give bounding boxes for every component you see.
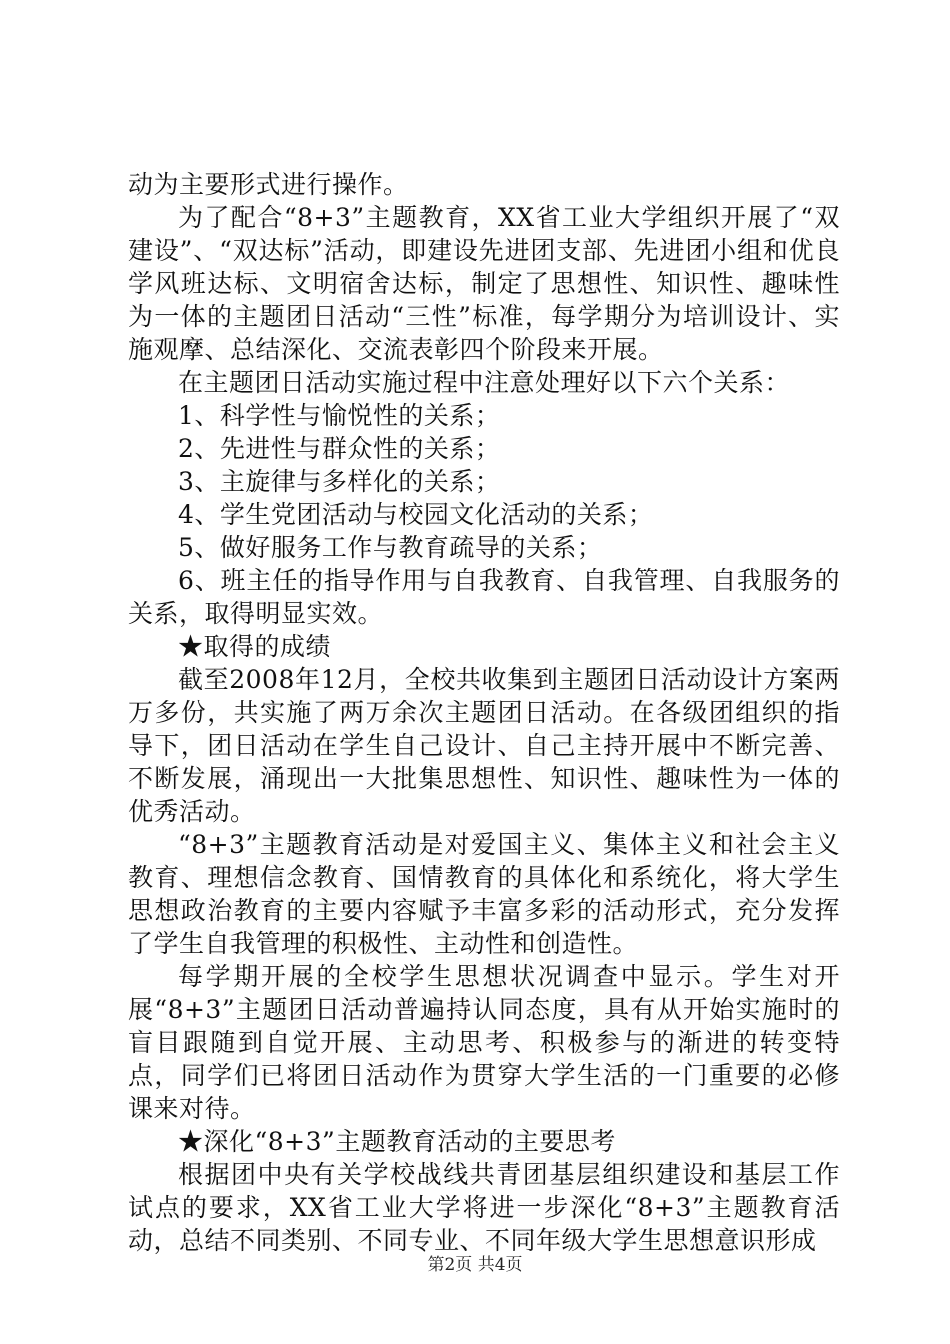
document-body — [128, 168, 840, 1257]
paragraph-dual-construction: 为了配合“8+3”主题教育，XX省工业大学组织开展了“双建设”、“双达标”活动，即建设先进团支部、先进团小组和优良学风班达标、文明宿舍达标，制定了思想性、知识性、趣味性为一体的主题团日活动“三性”标准，每学期分为培训设计、实施观摩、总结深化、交流表彰四个阶段来开展。 — [128, 203, 840, 364]
page-number-footer: 第2页 共4页 — [427, 1255, 523, 1275]
paragraph-reflections: 根据团中央有关学校战线共青团基层组织建设和基层工作试点的要求，XX省工业大学将进一步深化“8+3”主题教育活动，总结不同类别、不同专业、不同年级大学生思想意识形成 — [128, 1160, 840, 1255]
list-item-relation-6: 6、班主任的指导作用与自我教育、自我管理、自我服务的关系，取得明显实效。 — [128, 566, 840, 628]
paragraph-theme-education: “8+3”主题教育活动是对爱国主义、集体主义和社会主义教育、理想信念教育、国情教育的具体化和系统化，将大学生思想政治教育的主要内容赋予丰富多彩的活动形式，充分发挥了学生自我管理的积极性、主动性和创造性。 — [128, 830, 840, 958]
paragraph-six-relations-intro: 在主题团日活动实施过程中注意处理好以下六个关系： — [178, 368, 791, 397]
section-heading-reflections: ★深化“8+3”主题教育活动的主要思考 — [178, 1127, 616, 1156]
paragraph-continuation: 动为主要形式进行操作。 — [128, 170, 409, 199]
list-item-relation-3: 3、主旋律与多样化的关系； — [178, 467, 501, 496]
paragraph-achievements: 截至2008年12月，全校共收集到主题团日活动设计方案两万多份，共实施了两万余次主题团日活动。在各级团组织的指导下，团日活动在学生自己设计、自己主持开展中不断完善、不断发展，涌现出一大批集思想性、知识性、趣味性为一体的优秀活动。 — [128, 665, 840, 826]
list-item-relation-1: 1、科学性与愉悦性的关系； — [178, 401, 501, 430]
paragraph-survey: 每学期开展的全校学生思想状况调查中显示。学生对开展“8+3”主题团日活动普遍持认同态度，具有从开始实施时的盲目跟随到自觉开展、主动思考、积极参与的渐进的转变特点，同学们已将团日活动作为贯穿大学生活的一门重要的必修课来对待。 — [128, 962, 840, 1123]
section-heading-achievements: ★取得的成绩 — [178, 632, 332, 661]
list-item-relation-5: 5、做好服务工作与教育疏导的关系； — [178, 533, 603, 562]
list-item-relation-4: 4、学生党团活动与校园文化活动的关系； — [178, 500, 654, 529]
list-item-relation-2: 2、先进性与群众性的关系； — [178, 434, 501, 463]
